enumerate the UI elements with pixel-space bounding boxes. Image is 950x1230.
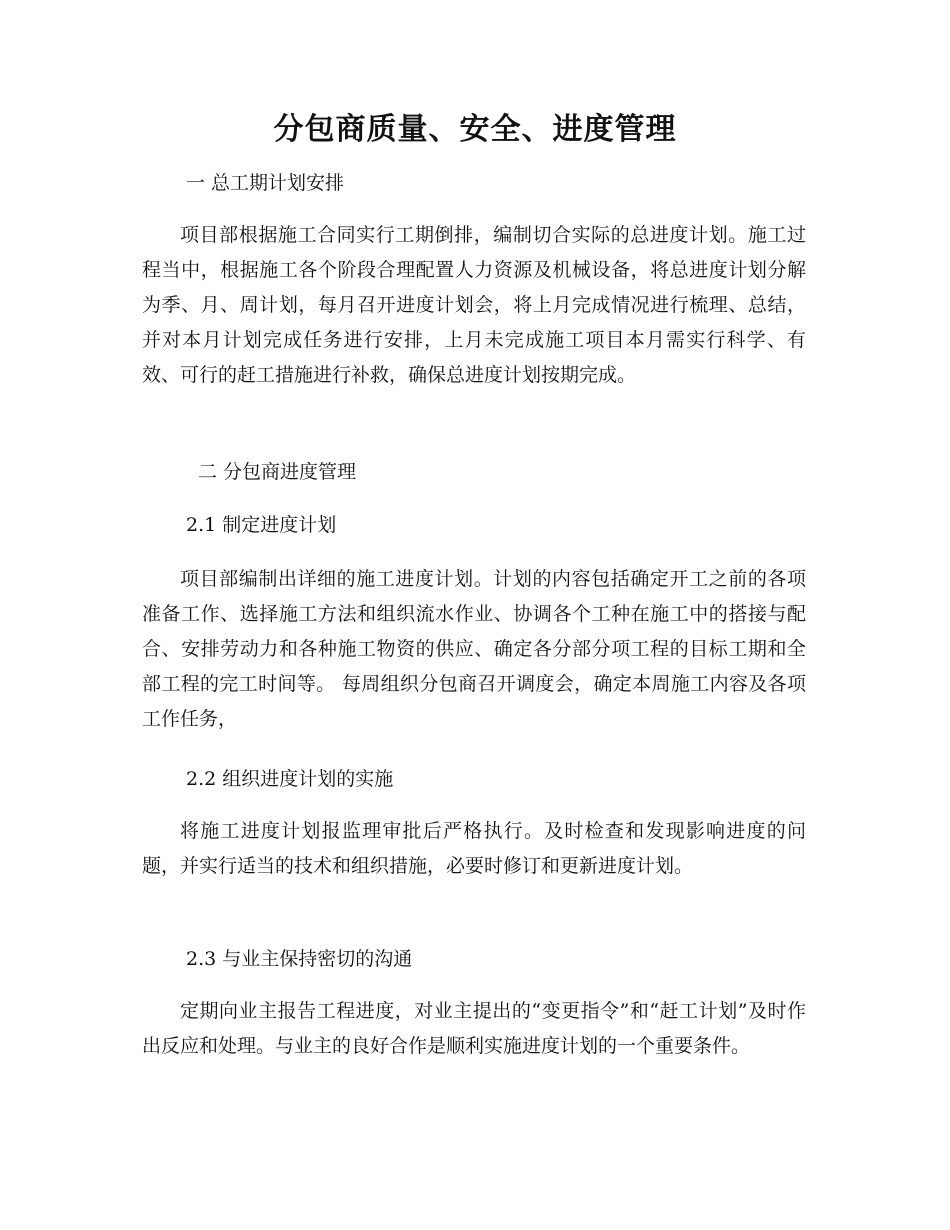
section-paragraph-2-1: 项目部编制出详细的施工进度计划。计划的内容包括确定开工之前的各项准备工作、选择施工方法和组织流水作业、协调各个工种在施工中的搭接与配合、安排劳动力和各种施工物资的供应、确定各分部分项工程的目标工期和全部工程的完工时间等。 每周组织分包商召开调度会，确定本周施工内容及各项工作任务， — [142, 568, 806, 730]
section-paragraph-2-3: 定期向业主报告工程进度，对业主提出的“变更指令”和“赶工计划”及时作出反应和处理。与业主的良好合作是顺利实施进度计划的一个重要条件。 — [142, 1000, 806, 1057]
section-paragraph-1: 项目部根据施工合同实行工期倒排，编制切合实际的总进度计划。施工过程当中，根据施工各个阶段合理配置人力资源及机械设备，将总进度计划分解为季、月、周计划，每月召开进度计划会，将上月完成情况进行梳理、总结，并对本月计划完成任务进行安排，上月未完成施工项目本月需实行科学、有效、可行的赶工措施进行补救，确保总进度计划按期完成。 — [142, 224, 806, 386]
section-paragraph-2-2: 将施工进度计划报监理审批后严格执行。及时检查和发现影响进度的问题，并实行适当的技术和组织措施，必要时修订和更新进度计划。 — [142, 820, 806, 877]
section-heading-2-1: 2.1 制定进度计划 — [186, 514, 337, 536]
section-heading-1: 一 总工期计划安排 — [186, 172, 345, 194]
section-heading-2-2: 2.2 组织进度计划的实施 — [186, 768, 394, 790]
document-title: 分包商质量、安全、进度管理 — [273, 112, 677, 147]
section-heading-2: 二 分包商进度管理 — [198, 461, 357, 483]
section-heading-2-3: 2.3 与业主保持密切的沟通 — [186, 948, 413, 970]
